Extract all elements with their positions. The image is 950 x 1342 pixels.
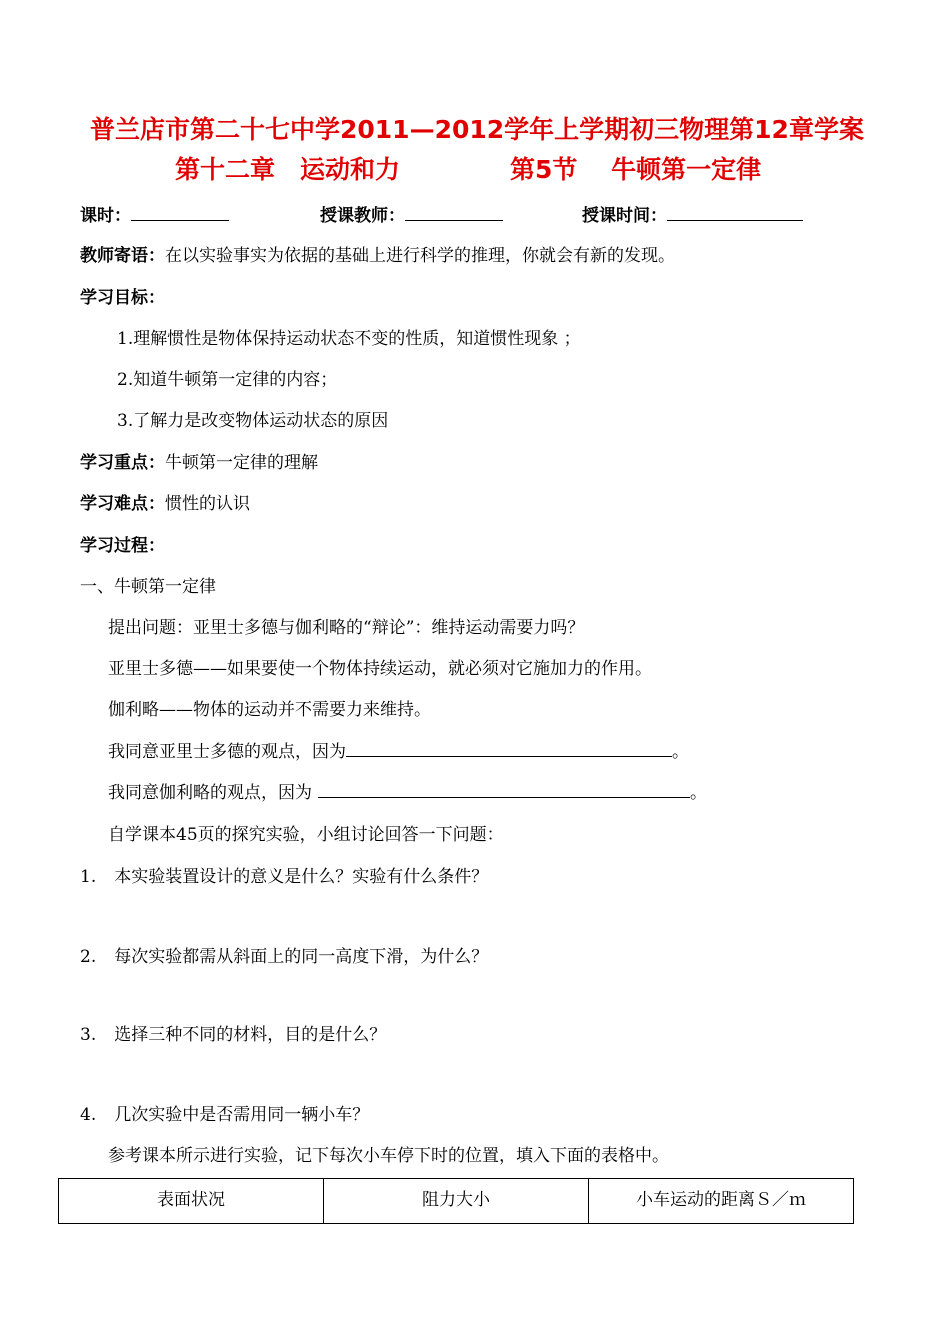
key-point-text: 牛顿第一定律的理解 bbox=[165, 453, 318, 473]
goal-item: 1.理解惯性是物体保持运动状态不变的性质，知道惯性现象 ； bbox=[117, 329, 581, 349]
experiment-table bbox=[58, 1178, 854, 1224]
difficulty bbox=[80, 489, 250, 514]
period-label: 课时： bbox=[80, 206, 131, 226]
agree-galileo-line bbox=[108, 778, 707, 803]
question-item-text: 每次实验都需从斜面上的同一高度下滑，为什么？ bbox=[114, 947, 489, 967]
message-text: 在以实验事实为依据的基础上进行科学的推理，你就会有新的发现。 bbox=[165, 246, 675, 266]
goals-label: 学习目标： bbox=[80, 288, 165, 308]
section-heading: 一、牛顿第一定律 bbox=[80, 577, 216, 597]
table-intro: 参考课本所示进行实验，记下每次小车停下时的位置，填入下面的表格中。 bbox=[108, 1146, 669, 1166]
difficulty-label: 学习难点： bbox=[80, 494, 165, 514]
period-blank[interactable] bbox=[131, 204, 229, 221]
question-item-text: 选择三种不同的材料，目的是什么？ bbox=[114, 1025, 387, 1045]
agree-aristotle-line bbox=[108, 737, 689, 762]
teacher-field bbox=[320, 201, 503, 226]
question-number: 2. bbox=[80, 947, 97, 967]
question-item bbox=[80, 1020, 386, 1045]
teacher-blank[interactable] bbox=[405, 204, 503, 221]
process-label: 学习过程： bbox=[80, 536, 165, 556]
period-mark: 。 bbox=[690, 783, 707, 803]
message-label: 教师寄语： bbox=[80, 246, 165, 266]
section-title: 第5节 牛顿第一定律 bbox=[510, 155, 762, 184]
self-study-text: 自学课本45页的探究实验，小组讨论回答一下问题： bbox=[108, 825, 504, 845]
table-header-cell: 小车运动的距离Ｓ／ｍ bbox=[589, 1179, 854, 1224]
agree-galileo-text: 我同意伽利略的观点，因为 bbox=[108, 783, 312, 803]
info-row bbox=[80, 201, 229, 226]
period-mark: 。 bbox=[672, 742, 689, 762]
agree-galileo-blank[interactable] bbox=[318, 781, 690, 798]
chapter-title: 第十二章 运动和力 bbox=[175, 155, 401, 184]
question-number: 3. bbox=[80, 1025, 97, 1045]
time-field bbox=[582, 201, 803, 226]
galileo-view: 伽利略——物体的运动并不需要力来维持。 bbox=[108, 700, 431, 720]
question-item bbox=[80, 1100, 369, 1125]
time-label: 授课时间： bbox=[582, 206, 667, 226]
document-title: 普兰店市第二十七中学2011—2012学年上学期初三物理第12章学案 bbox=[90, 115, 864, 144]
question-text: 提出问题：亚里士多德与伽利略的“辩论”：维持运动需要力吗？ bbox=[108, 618, 585, 638]
question-item-text: 本实验装置设计的意义是什么？实验有什么条件？ bbox=[114, 867, 489, 887]
time-blank[interactable] bbox=[667, 204, 803, 221]
key-point-label: 学习重点： bbox=[80, 453, 165, 473]
question-number: 4. bbox=[80, 1105, 97, 1125]
question-number: 1. bbox=[80, 867, 97, 887]
question-item-text: 几次实验中是否需用同一辆小车？ bbox=[114, 1105, 370, 1125]
question-item bbox=[80, 862, 488, 887]
question-item bbox=[80, 942, 488, 967]
table-header-cell: 阻力大小 bbox=[324, 1179, 589, 1224]
teacher-label: 授课教师： bbox=[320, 206, 405, 226]
agree-aristotle-text: 我同意亚里士多德的观点，因为 bbox=[108, 742, 346, 762]
key-point bbox=[80, 448, 318, 473]
goal-item: 2.知道牛顿第一定律的内容； bbox=[117, 370, 338, 390]
teacher-message bbox=[80, 241, 675, 266]
table-header-row bbox=[59, 1179, 854, 1224]
aristotle-view: 亚里士多德——如果要使一个物体持续运动，就必须对它施加力的作用。 bbox=[108, 659, 652, 679]
goal-item: 3.了解力是改变物体运动状态的原因 bbox=[117, 411, 389, 431]
difficulty-text: 惯性的认识 bbox=[165, 494, 250, 514]
table-header-cell: 表面状况 bbox=[59, 1179, 324, 1224]
agree-aristotle-blank[interactable] bbox=[346, 740, 672, 757]
